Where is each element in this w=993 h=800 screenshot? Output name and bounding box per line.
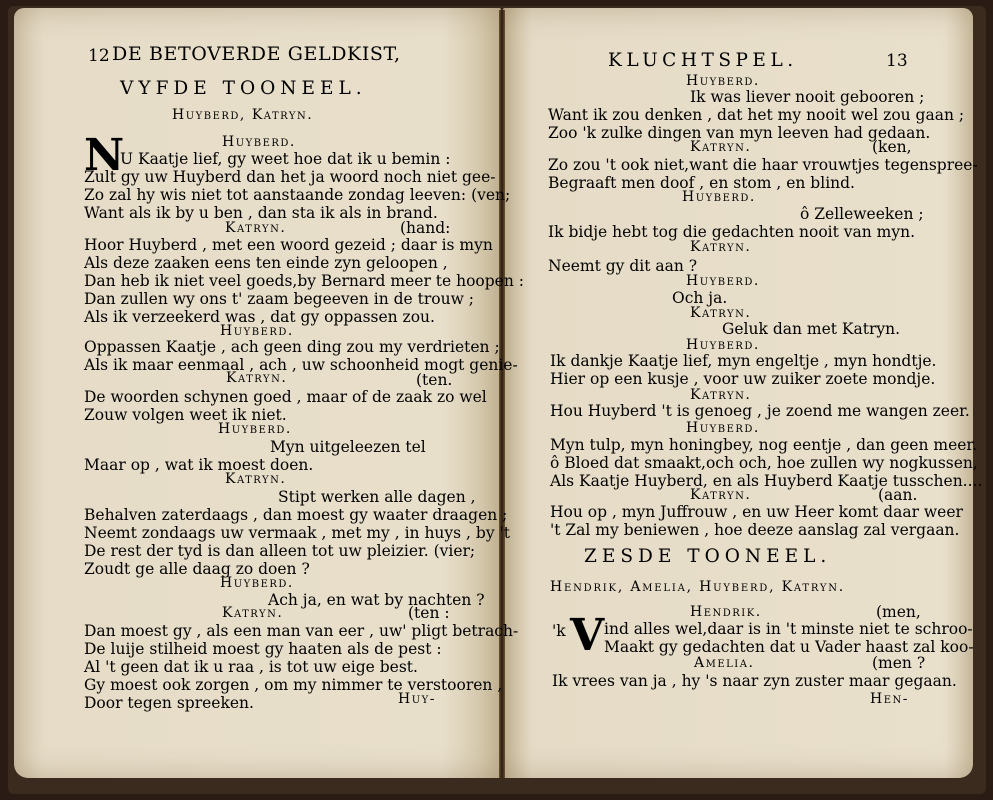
verse-line: Zouw volgen weet ik niet. xyxy=(84,406,287,424)
verse-line: Gy moest ook zorgen , om my nimmer te verstooren , xyxy=(84,676,503,694)
speaker-label: Huyberd. xyxy=(220,323,294,339)
verse-line: Hou op , myn Juffrouw , en uw Heer komt daar weer xyxy=(550,503,963,521)
speaker-label: Huyberd. xyxy=(686,273,760,289)
verse-line: Als ik maar eenmaal , ach , uw schoonheid mogt genie- xyxy=(84,356,518,374)
verse-line: Neemt gy dit aan ? xyxy=(548,257,698,275)
verse-line: Hoor Huyberd , met een woord gezeid ; daar is myn xyxy=(84,236,493,254)
speaker-label: Katryn. xyxy=(690,387,752,403)
scene-title-left: VYFDE TOONEEL. xyxy=(120,78,367,99)
cast-list-left: Huyberd, Katryn. xyxy=(172,107,314,123)
verse-line: Als deze zaaken eens ten einde zyn geloopen , xyxy=(84,254,448,272)
verse-line: Myn uitgeleezen tel xyxy=(270,438,426,456)
verse-line: Maar op , wat ik moest doen. xyxy=(84,456,314,474)
speaker-label: Katryn. xyxy=(690,305,752,321)
verse-line: De luije stilheid moest gy haaten als de pest : xyxy=(84,640,442,658)
verse-line: Neemt zondaags uw vermaak , met my , in huys , by 't xyxy=(84,524,511,542)
speaker-label: Amelia. xyxy=(694,655,755,671)
verse-line: Dan heb ik niet veel goeds,by Bernard meer te hoopen : xyxy=(84,272,524,290)
speaker-label: Katryn. xyxy=(690,487,752,503)
verse-line: Oppassen Kaatje , ach geen ding zou my verdrieten ; xyxy=(84,338,500,356)
drop-cap-left: N xyxy=(84,130,125,181)
verse-line: De rest der tyd is dan alleen tot uw pleizier. (vier; xyxy=(84,542,476,560)
speaker-label: Katryn. xyxy=(690,139,752,155)
verse-line: Och ja. xyxy=(672,289,728,307)
verse-overflow: (ten : xyxy=(408,604,450,622)
verse-line: U Kaatje lief, gy weet hoe dat ik u bemin : xyxy=(120,150,451,168)
verse-line: Ik bidje hebt tog die gedachten nooit van myn. xyxy=(548,223,916,241)
verse-line: Want ik zou denken , dat het my nooit wel zou gaan ; xyxy=(548,106,965,124)
drop-cap-right: V xyxy=(570,610,605,661)
speaker-label: Katryn. xyxy=(225,220,287,236)
verse-line: Ik was liever nooit gebooren ; xyxy=(690,88,925,106)
verse-line: 't Zal my beniewen , hoe deeze aanslag zal vergaan. xyxy=(550,521,960,539)
verse-line: Hier op een kusje , voor uw zuiker zoete mondje. xyxy=(550,370,936,388)
verse-overflow: (men ? xyxy=(872,654,926,672)
speaker-label: Huyberd. xyxy=(686,73,760,89)
verse-line: ind alles wel,daar is in 't minste niet te schroo- xyxy=(604,620,973,638)
running-title-right: KLUCHTSPEL. xyxy=(608,50,798,71)
verse-line: Myn tulp, myn honingbey, nog eentje , dan geen meer. xyxy=(550,436,978,454)
verse-line: Al 't geen dat ik u raa , is tot uw eige best. xyxy=(84,658,418,676)
verse-line: Maakt gy gedachten dat u Vader haast zal koo- xyxy=(604,638,974,656)
scene-title-right: ZESDE TOONEEL. xyxy=(584,546,832,567)
verse-line: Dan moest gy , als een man van eer , uw' pligt betrach- xyxy=(84,622,519,640)
verse-overflow: (ten. xyxy=(416,371,453,389)
speaker-label: Katryn. xyxy=(225,471,287,487)
speaker-label: Huyberd. xyxy=(222,134,296,150)
page-number-right: 13 xyxy=(886,51,908,71)
verse-overflow: (hand: xyxy=(400,219,451,237)
verse-line: De woorden schynen goed , maar of de zaak zo wel xyxy=(84,388,487,406)
verse-overflow: (aan. xyxy=(878,486,918,504)
verse-line: Als ik verzeekerd was , dat gy oppassen zou. xyxy=(84,308,435,326)
verse-line: Dan zullen wy ons t' zaam begeeven in de trouw ; xyxy=(84,290,475,308)
verse-line: Zoudt ge alle daag zo doen ? xyxy=(84,560,310,578)
speaker-label: Huyberd. xyxy=(682,189,756,205)
verse-line: Zo zal hy wis niet tot aanstaande zondag leeven: (ven; xyxy=(84,186,511,204)
speaker-label: Katryn. xyxy=(222,605,284,621)
catchword-left: Huy- xyxy=(398,691,436,707)
speaker-label: Hendrik. xyxy=(690,604,762,620)
verse-line: Zo zou 't ook niet,want die haar vrouwtjes tegenspree- xyxy=(548,156,978,174)
speaker-label: Katryn. xyxy=(690,239,752,255)
verse-line-prefix: 'k xyxy=(552,622,566,640)
verse-line: ô Bloed dat smaakt,och och, hoe zullen wy nogkussen, xyxy=(550,454,978,472)
speaker-label: Huyberd. xyxy=(218,421,292,437)
verse-line: Ach ja, en wat by nachten ? xyxy=(268,591,485,609)
verse-overflow: (men, xyxy=(876,603,921,621)
verse-line: Begraaft men doof , en stom , en blind. xyxy=(548,174,855,192)
verse-line: Want als ik by u ben , dan sta ik als in brand. xyxy=(84,204,438,222)
verse-line: Behalven zaterdaags , dan moest gy waater draagen ; xyxy=(84,506,508,524)
speaker-label: Huyberd. xyxy=(220,575,294,591)
verse-line: Stipt werken alle dagen , xyxy=(278,488,476,506)
speaker-label: Katryn. xyxy=(226,370,288,386)
verse-line: Zoo 'k zulke dingen van myn leeven had gedaan. xyxy=(548,124,931,142)
verse-line: Geluk dan met Katryn. xyxy=(722,320,901,338)
verse-line: Ik vrees van ja , hy 's naar zyn zuster maar gegaan. xyxy=(552,672,957,690)
running-title-left: DE BETOVERDE GELDKIST, xyxy=(112,43,401,65)
verse-line: ô Zelleweeken ; xyxy=(800,205,924,223)
verse-line: Hou Huyberd 't is genoeg , je zoend me wangen zeer. xyxy=(550,402,970,420)
speaker-label: Huyberd. xyxy=(686,420,760,436)
cast-list-right: Hendrik, Amelia, Huyberd, Katryn. xyxy=(550,579,846,595)
speaker-label: Huyberd. xyxy=(686,337,760,353)
verse-line: Ik dankje Kaatje lief, myn engeltje , myn hondtje. xyxy=(550,352,937,370)
verse-overflow: (ken, xyxy=(872,138,912,156)
verse-line: Zult gy uw Huyberd dan het ja woord noch niet gee- xyxy=(84,168,496,186)
verse-line: Als Kaatje Huyberd, en als Huyberd Kaatje tusschen.... xyxy=(550,472,983,490)
catchword-right: Hen- xyxy=(870,691,909,707)
page-number-left: 12 xyxy=(88,46,110,66)
book-gutter xyxy=(499,10,505,778)
verse-line: Door tegen spreeken. xyxy=(84,694,254,712)
